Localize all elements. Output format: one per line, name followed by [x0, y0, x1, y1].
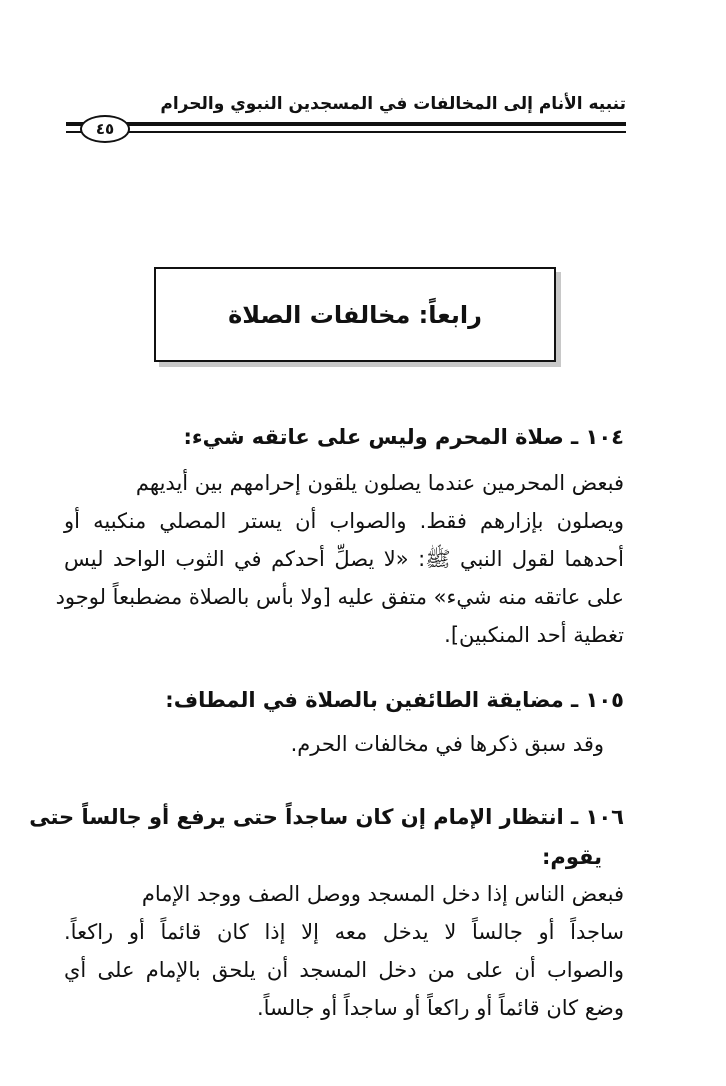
item-104-heading: ١٠٤ ـ صلاة المحرم وليس على عاتقه شيء: [183, 425, 624, 449]
running-header-title: تنبيه الأنام إلى المخالفات في المسجدين النبوي والحرام [160, 94, 626, 114]
item-105-line-1: وقد سبق ذكرها في مخالفات الحرم. [290, 732, 604, 756]
item-104-line-5: تغطية أحد المنكبين]. [444, 623, 624, 647]
section-title: رابعاً: مخالفات الصلاة [228, 300, 482, 329]
item-104-line-3: أحدهما لقول النبي ﷺ: «لا يصلِّ أحدكم في الثوب الواحد ليس [64, 547, 624, 571]
header-rule-thin [66, 131, 626, 133]
item-106-line-4: وضع كان قائماً أو راكعاً أو ساجداً أو جالساً. [256, 996, 624, 1020]
section-title-box [154, 267, 556, 362]
item-104-line-1: فبعض المحرمين عندما يصلون يلقون إحرامهم بين أيديهم [135, 471, 624, 495]
item-106-line-1: فبعض الناس إذا دخل المسجد ووصل الصف ووجد الإمام [141, 882, 624, 906]
item-106-line-3: والصواب أن على من دخل المسجد أن يلحق بالإمام على أي [64, 958, 624, 982]
header-rule-thick [66, 122, 626, 126]
item-105-heading: ١٠٥ ـ مضايقة الطائفين بالصلاة في المطاف: [165, 688, 624, 712]
item-106-line-2: ساجداً أو جالساً لا يدخل معه إلا إذا كان قائماً أو راكعاً. [64, 920, 624, 944]
item-106-heading-line-2: يقوم: [542, 845, 602, 869]
item-104-line-4: على عاتقه منه شيء» متفق عليه [ولا بأس بالصلاة مضطبعاً لوجود [55, 585, 624, 609]
page-number: ٤٥ [80, 115, 130, 143]
item-106-heading-line-1: ١٠٦ ـ انتظار الإمام إن كان ساجداً حتى يرفع أو جالساً حتى [29, 805, 624, 829]
item-104-line-2: ويصلون بإزارهم فقط. والصواب أن يستر المصلي منكبيه أو [64, 509, 624, 533]
